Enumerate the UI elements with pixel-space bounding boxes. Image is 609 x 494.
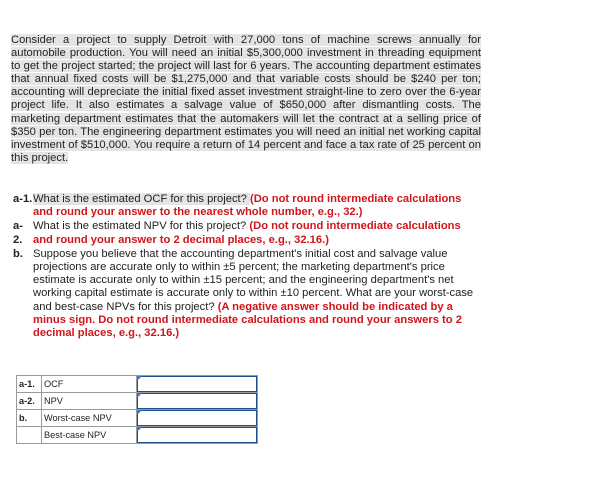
problem-statement (11, 34, 481, 165)
question-label: a-1. (13, 193, 33, 205)
question-instruction: (Do not round intermediate calculations and round your answer to 2 decimal places, e.g., 32.16.) (33, 220, 461, 246)
question-b (13, 248, 483, 340)
row-label: NPV (42, 393, 137, 410)
question-instruction: (Do not round intermediate calculations and round your answer to the nearest whole number, e.g., 32.) (33, 193, 462, 219)
table-row (17, 427, 258, 444)
question-text: What is the estimated OCF for this project? (33, 193, 250, 205)
worst-case-npv-answer-cell (137, 410, 258, 427)
problem-text: Consider a project to supply Detroit with 27,000 tons of machine screws annually for automobile production. You will need an initial $5,300,000 investment in threading equipment to get the project started; the project will last for 6 years. The accounting department estimates that annual fixed costs will be $1,275,000 and that variable costs should be $240 per ton; accounting will depreciate the initial fixed asset investment straight-line to zero over the 6-year project life. It also estimates a salvage value of $650,000 after dismantling costs. The marketing department estimates that the automakers will let the contract at a selling price of $350 per ton. The engineering department estimates you will need an initial net working capital investment of $510,000. You require a return of 14 percent and face a tax rate of 25 percent on this project. (11, 34, 481, 164)
question-label: b. (13, 247, 23, 260)
question-list (13, 193, 483, 341)
row-label: Best-case NPV (42, 427, 137, 444)
worst-case-npv-input[interactable] (139, 410, 255, 426)
best-case-npv-answer-cell (137, 427, 258, 444)
question-instruction: (A negative answer should be indicated by a minus sign. Do not round intermediate calculations and round your answers to 2 decimal places, e.g., 32.16.) (33, 300, 462, 340)
row-part-label: a-1. (17, 376, 42, 393)
question-label: a- 2. (13, 220, 23, 246)
question-text: What is the estimated NPV for this project? (33, 220, 250, 233)
ocf-answer-cell (137, 376, 258, 393)
answer-table (16, 375, 258, 444)
table-row (17, 376, 258, 393)
question-a1 (13, 193, 483, 219)
row-label: OCF (42, 376, 137, 393)
row-part-label: b. (17, 410, 42, 427)
row-part-label (17, 427, 42, 444)
ocf-input[interactable] (139, 376, 255, 392)
row-label: Worst-case NPV (42, 410, 137, 427)
table-row (17, 393, 258, 410)
question-text: Suppose you believe that the accounting department's initial cost and salvage value projections are accurate only to within ±5 percent; the marketing department's price estimate is accurate only to within ±15 percent; and the engineering department's net working capital estimate is accurate only to within ±10 percent. What are your worst-case and best-case NPVs for this project? (33, 247, 474, 313)
table-row (17, 410, 258, 427)
npv-input[interactable] (139, 393, 255, 409)
row-part-label: a-2. (17, 393, 42, 410)
best-case-npv-input[interactable] (139, 427, 255, 443)
question-a2 (13, 220, 483, 246)
npv-answer-cell (137, 393, 258, 410)
